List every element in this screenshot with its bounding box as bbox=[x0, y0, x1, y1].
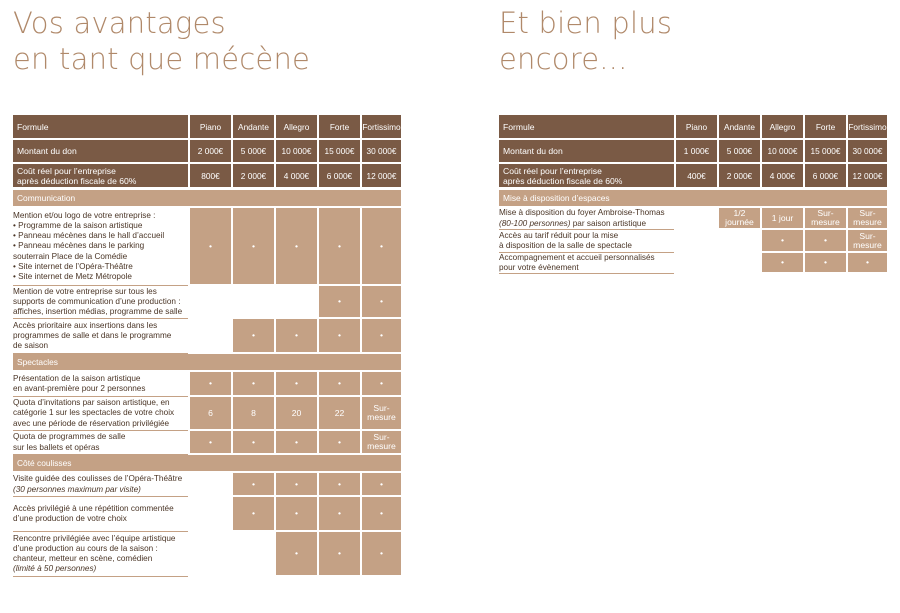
section-heading: Mise à disposition d’espaces bbox=[499, 190, 887, 208]
benefit-label bbox=[13, 319, 188, 354]
benefit-line: pour votre évènement bbox=[499, 263, 579, 273]
benefit-label bbox=[13, 286, 188, 319]
benefit-line: Accompagnement et accueil personnalisés bbox=[499, 253, 655, 262]
right-cout-cell: 2 000€ bbox=[717, 164, 760, 190]
benefit-cell: 1/2 journée bbox=[717, 208, 760, 230]
benefit-cell: • bbox=[803, 253, 846, 274]
benefit-cell: • bbox=[188, 208, 231, 286]
right-montant-label: Montant du don bbox=[499, 140, 674, 164]
benefit-cell: 8 bbox=[231, 397, 274, 431]
empty-cell bbox=[717, 253, 760, 274]
left-cout-cell: 4 000€ bbox=[274, 164, 317, 190]
left-montant-label: Montant du don bbox=[13, 140, 188, 164]
benefit-suffix: par saison artistique bbox=[570, 218, 647, 228]
empty-cell bbox=[188, 473, 231, 497]
left-montant-cell: 2 000€ bbox=[188, 140, 231, 164]
benefit-label bbox=[13, 473, 188, 497]
benefit-line: d’une production au cours de la saison : bbox=[13, 543, 158, 553]
benefit-cell: 20 bbox=[274, 397, 317, 431]
benefit-label bbox=[13, 532, 188, 577]
benefit-cell: • bbox=[803, 230, 846, 253]
benefit-line: Accès prioritaire aux insertions dans les bbox=[13, 320, 158, 330]
benefit-line: Accès privilégié à une répétition commentée bbox=[13, 503, 174, 513]
benefit-cell: 6 bbox=[188, 397, 231, 431]
benefit-cell: • bbox=[317, 286, 360, 319]
benefit-cell: • bbox=[188, 372, 231, 397]
benefit-note: (30 personnes maximum par visite) bbox=[13, 484, 141, 494]
left-cout-row bbox=[13, 164, 401, 190]
benefit-cell: • bbox=[317, 208, 360, 286]
table-row bbox=[13, 397, 401, 431]
benefit-line: • Panneau mécènes dans le parking bbox=[13, 241, 145, 251]
right-montant-cell: 10 000€ bbox=[760, 140, 803, 164]
benefit-cell: • bbox=[274, 497, 317, 532]
benefit-cell: • bbox=[231, 473, 274, 497]
benefit-cell: • bbox=[274, 319, 317, 354]
benefit-cell: • bbox=[317, 473, 360, 497]
left-columns-row bbox=[13, 115, 401, 140]
right-columns-cell: Piano bbox=[674, 115, 717, 140]
benefit-label bbox=[13, 372, 188, 397]
right-title bbox=[499, 5, 672, 77]
benefit-line: Quota d’invitations par saison artistique, en bbox=[13, 398, 170, 408]
benefit-label bbox=[13, 397, 188, 431]
table-row bbox=[13, 319, 401, 354]
benefit-cell: • bbox=[231, 372, 274, 397]
right-columns-cell: Forte bbox=[803, 115, 846, 140]
right-columns-label: Formule bbox=[499, 115, 674, 140]
benefit-cell: • bbox=[360, 532, 401, 577]
left-title bbox=[13, 5, 310, 77]
benefit-line: en avant-première pour 2 personnes bbox=[13, 384, 146, 393]
benefit-cell: Sur-mesure bbox=[360, 431, 401, 455]
benefit-cell: • bbox=[231, 431, 274, 455]
left-cout-label-line: après déduction fiscale de 60% bbox=[17, 175, 137, 186]
benefit-line: à disposition de la salle de spectacle bbox=[499, 241, 632, 250]
right-cout-cell: 12 000€ bbox=[846, 164, 887, 190]
benefit-line: Visite guidée des coulisses de l’Opéra-Théâtre bbox=[13, 474, 183, 484]
left-section-row bbox=[13, 190, 401, 208]
left-cout-cell: 800€ bbox=[188, 164, 231, 190]
right-cout-label-line: après déduction fiscale de 60% bbox=[503, 175, 623, 186]
benefit-line: Mention de votre entreprise sur tous les bbox=[13, 286, 157, 296]
right-section-row bbox=[499, 190, 887, 208]
benefit-line: catégorie 1 sur les spectacles de votre choix bbox=[13, 408, 175, 418]
benefit-label bbox=[499, 253, 674, 274]
benefit-cell: 1 jour bbox=[760, 208, 803, 230]
benefit-line: Mise à disposition du foyer Ambroise-Thomas bbox=[499, 208, 665, 218]
table-row bbox=[13, 208, 401, 286]
benefit-note: (limité à 50 personnes) bbox=[13, 564, 97, 574]
benefit-cell: Sur-mesure bbox=[846, 230, 887, 253]
benefit-cell: • bbox=[317, 532, 360, 577]
empty-cell bbox=[188, 319, 231, 354]
left-columns-cell: Andante bbox=[231, 115, 274, 140]
left-columns-cell: Fortissimo bbox=[360, 115, 401, 140]
empty-cell bbox=[674, 253, 717, 274]
left-section-row bbox=[13, 354, 401, 372]
right-montant-cell: 1 000€ bbox=[674, 140, 717, 164]
benefit-line: chanteur, metteur en scène, comédien bbox=[13, 554, 153, 563]
table-row bbox=[13, 431, 401, 455]
benefit-line: de saison bbox=[13, 341, 49, 351]
left-section-row bbox=[13, 455, 401, 473]
benefit-cell: • bbox=[231, 319, 274, 354]
benefit-cell: • bbox=[317, 372, 360, 397]
section-heading: Communication bbox=[13, 190, 401, 208]
left-benefits-table bbox=[13, 115, 401, 577]
benefit-line: • Site internet de Metz Métropole bbox=[13, 272, 132, 281]
benefit-line: • Programme de la saison artistique bbox=[13, 220, 143, 230]
right-title-line-1: Et bien plus bbox=[499, 6, 673, 40]
table-row bbox=[13, 473, 401, 497]
right-columns-cell: Fortissimo bbox=[846, 115, 887, 140]
benefit-line: • Panneau mécènes dans le hall d’accueil bbox=[13, 231, 165, 241]
empty-cell bbox=[717, 230, 760, 253]
table-row bbox=[499, 230, 887, 253]
right-title-line-2: encore... bbox=[499, 42, 628, 76]
benefit-cell: • bbox=[274, 372, 317, 397]
benefit-cell: • bbox=[274, 532, 317, 577]
table-row bbox=[499, 253, 887, 274]
right-cout-cell: 400€ bbox=[674, 164, 717, 190]
empty-cell bbox=[188, 532, 231, 577]
benefit-cell: • bbox=[360, 497, 401, 532]
left-cout-label bbox=[13, 164, 188, 190]
left-cout-cell: 6 000€ bbox=[317, 164, 360, 190]
benefit-line: Rencontre privilégiée avec l’équipe artistique bbox=[13, 533, 176, 543]
table-row bbox=[13, 286, 401, 319]
benefit-label bbox=[13, 497, 188, 532]
benefit-label bbox=[499, 230, 674, 253]
table-row bbox=[499, 208, 887, 230]
right-montant-cell: 15 000€ bbox=[803, 140, 846, 164]
empty-cell bbox=[231, 532, 274, 577]
benefit-cell: • bbox=[274, 431, 317, 455]
benefit-cell: Sur-mesure bbox=[360, 397, 401, 431]
benefit-cell: • bbox=[360, 473, 401, 497]
empty-cell bbox=[231, 286, 274, 319]
empty-cell bbox=[188, 286, 231, 319]
section-heading: Spectacles bbox=[13, 354, 401, 372]
benefit-line: supports de communication d’une production : bbox=[13, 296, 181, 306]
right-montant-row bbox=[499, 140, 887, 164]
benefit-cell: • bbox=[231, 497, 274, 532]
benefit-cell: • bbox=[317, 319, 360, 354]
benefit-cell: • bbox=[274, 473, 317, 497]
benefit-cell: • bbox=[274, 208, 317, 286]
benefit-cell: 22 bbox=[317, 397, 360, 431]
right-cout-cell: 6 000€ bbox=[803, 164, 846, 190]
left-title-line-1: Vos avantages bbox=[13, 6, 226, 40]
left-cout-cell: 12 000€ bbox=[360, 164, 401, 190]
left-columns-cell: Allegro bbox=[274, 115, 317, 140]
benefit-line: affiches, insertion médias, programme de salle bbox=[13, 307, 183, 317]
benefit-cell: • bbox=[760, 230, 803, 253]
empty-cell bbox=[274, 286, 317, 319]
empty-cell bbox=[674, 230, 717, 253]
benefit-cell: • bbox=[317, 431, 360, 455]
section-heading: Côté coulisses bbox=[13, 455, 401, 473]
benefit-cell: • bbox=[360, 372, 401, 397]
left-montant-cell: 10 000€ bbox=[274, 140, 317, 164]
benefit-line: Quota de programmes de salle bbox=[13, 432, 126, 442]
left-columns-cell: Forte bbox=[317, 115, 360, 140]
right-cout-label-line: Coût réel pour l’entreprise bbox=[503, 165, 602, 176]
benefit-label bbox=[499, 208, 674, 230]
left-cout-label-line: Coût réel pour l’entreprise bbox=[17, 165, 116, 176]
benefit-cell: • bbox=[360, 319, 401, 354]
benefit-note: (80-100 personnes) bbox=[499, 218, 571, 228]
benefit-line: • Site internet de l’Opéra-Théâtre bbox=[13, 261, 133, 271]
right-montant-cell: 5 000€ bbox=[717, 140, 760, 164]
benefit-label bbox=[13, 431, 188, 455]
benefit-cell: • bbox=[360, 286, 401, 319]
left-montant-row bbox=[13, 140, 401, 164]
left-columns-cell: Piano bbox=[188, 115, 231, 140]
benefit-line: avec une période de réservation privilégiée bbox=[13, 418, 170, 428]
benefit-cell: • bbox=[317, 497, 360, 532]
benefit-cell: • bbox=[846, 253, 887, 274]
table-row bbox=[13, 497, 401, 532]
right-columns-cell: Andante bbox=[717, 115, 760, 140]
benefit-line: Présentation de la saison artistique bbox=[13, 373, 141, 383]
benefit-line: Accès au tarif réduit pour la mise bbox=[499, 230, 619, 240]
right-columns-row bbox=[499, 115, 887, 140]
right-montant-cell: 30 000€ bbox=[846, 140, 887, 164]
empty-cell bbox=[674, 208, 717, 230]
benefit-cell: • bbox=[760, 253, 803, 274]
right-columns-cell: Allegro bbox=[760, 115, 803, 140]
benefit-line: d’une production de votre choix bbox=[13, 514, 127, 523]
benefit-line: souterrain Place de la Comédie bbox=[13, 251, 128, 261]
left-montant-cell: 5 000€ bbox=[231, 140, 274, 164]
left-title-line-2: en tant que mécène bbox=[13, 42, 311, 76]
benefit-line: sur les ballets et opéras bbox=[13, 442, 100, 452]
benefit-line: programmes de salle et dans le programme bbox=[13, 330, 172, 340]
benefit-cell: Sur-mesure bbox=[846, 208, 887, 230]
benefit-cell: • bbox=[188, 431, 231, 455]
table-row bbox=[13, 372, 401, 397]
empty-cell bbox=[188, 497, 231, 532]
benefit-cell: • bbox=[360, 208, 401, 286]
benefit-cell: • bbox=[231, 208, 274, 286]
benefit-line: Mention et/ou logo de votre entreprise : bbox=[13, 210, 156, 220]
benefit-label bbox=[13, 208, 188, 286]
right-benefits-table bbox=[499, 115, 887, 274]
benefit-cell: Sur-mesure bbox=[803, 208, 846, 230]
left-cout-cell: 2 000€ bbox=[231, 164, 274, 190]
right-cout-row bbox=[499, 164, 887, 190]
left-columns-label: Formule bbox=[13, 115, 188, 140]
right-cout-label bbox=[499, 164, 674, 190]
table-row bbox=[13, 532, 401, 577]
left-montant-cell: 30 000€ bbox=[360, 140, 401, 164]
left-montant-cell: 15 000€ bbox=[317, 140, 360, 164]
right-cout-cell: 4 000€ bbox=[760, 164, 803, 190]
